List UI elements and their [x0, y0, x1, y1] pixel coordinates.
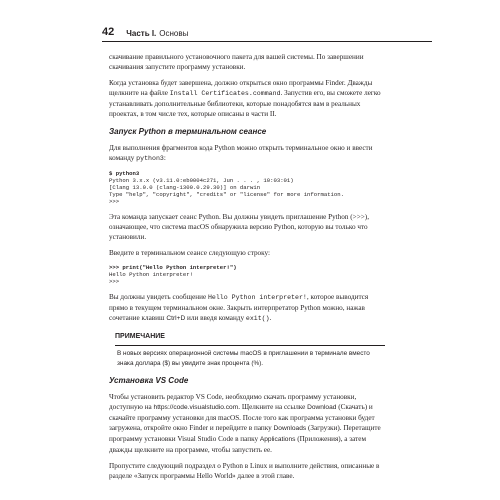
page-body	[109, 52, 385, 487]
part-title: Основы	[159, 29, 189, 38]
hello-message-code: Hello Python interpreter!	[207, 294, 307, 301]
note-box	[115, 332, 385, 368]
paragraph-2-text-b: . Запустив его, вы сможете легко устанавливать дополнительные библиотеки, которые понадобятся вам в реальных проектах, в том числе тех, которые описаны в части II.	[109, 89, 381, 118]
page-header	[102, 18, 432, 42]
paragraph-7-text-e: (Приложения), а затем дважды щелкните на программе, чтобы запустить ее.	[109, 435, 367, 454]
code-line: [Clang 13.0.0 (clang-1300.0.29.30)] on darwin	[109, 184, 261, 191]
code-line: >>>	[109, 278, 120, 285]
python3-code: python3	[136, 155, 164, 162]
keyboard-shortcut: Ctrl+D	[166, 315, 186, 322]
code-line: >>>	[109, 198, 120, 205]
paragraph-6-text-d: .	[269, 314, 272, 322]
code-line: Python 3.x.x (v3.11.0:eb0004c271, Jun . . . , 10:03:01)	[109, 177, 294, 184]
paragraph-2	[109, 78, 385, 119]
note-title: ПРИМЕЧАНИЕ	[115, 333, 165, 340]
heading-python-terminal: Запуск Python в терминальном сеансе	[109, 127, 267, 136]
paragraph-7-text-a: Чтобы установить редактор VS Code, необходимо скачать программу установки, доступную на	[109, 393, 357, 411]
paragraph-7-text-c: (Скачать) и скачайте программу установки для macOS. После того как программа установки будет загружена, откройте окно Finder и перейдите в папку	[109, 403, 375, 432]
paragraph-6-text-c: или введя команду	[185, 314, 246, 322]
paragraph-7-text-d: (Загрузки). Перетащите программу установки Visual Studio Code в папку	[109, 424, 381, 443]
paragraph-7-text-b: . Щелкните на ссылке	[238, 403, 308, 411]
paragraph-7	[109, 392, 385, 455]
code-line: >>> print("Hello Python interpreter!")	[109, 264, 237, 271]
note-body: В новых версиях операционной системы macOS в приглашении в терминале вместо знака доллара ($) вы увидите знак процента (%).	[115, 345, 385, 368]
code-line: Type "help", "copyright", "credits" or "license" for more information.	[109, 191, 344, 198]
downloads-folder-text: Downloads	[273, 425, 307, 432]
exit-code: exit()	[245, 315, 270, 322]
code-line: $ python3	[109, 170, 140, 177]
paragraph-4: Эта команда запускает сеанс Python. Вы должны увидеть приглашение Python (>>>), означающее, что система macOS обнаружила версию Python, которую вы только что установили.	[109, 213, 369, 241]
paragraph-6-text-b: , которое выводится прямо в текущем терминальном окне. Закрыть интерпретатор Python можно, нажав сочетание клавиш	[109, 293, 369, 322]
applications-folder-text: Applications	[259, 436, 296, 443]
paragraph-6	[109, 292, 385, 324]
page-number: 42	[102, 26, 115, 38]
paragraph-1: скачивание правильного установочного пакета для вашей системы. По завершении скачивания запустите программу установки.	[109, 53, 364, 71]
paragraph-3-text-a: Для выполнения фрагментов кода Python можно открыть терминальное окно и ввести команду	[109, 144, 373, 162]
code-block-hello	[109, 264, 385, 285]
heading-install-vscode: Установка VS Code	[109, 376, 189, 385]
code-block-python3	[109, 170, 385, 205]
paragraph-2-text-a: Когда установка будет завершена, должно открыться окно программы Finder. Дважды щелкните на файле	[109, 79, 373, 97]
code-line: Hello Python interpreter!	[109, 271, 193, 278]
paragraph-3-text-b: :	[163, 154, 166, 162]
paragraph-8: Пропустите следующий подраздел о Python в Linux и выполните действия, описанные в разделе «Запуск программы Hello World» далее в этой главе.	[109, 462, 380, 480]
paragraph-5: Введите в терминальном сеансе следующую строку:	[109, 249, 271, 257]
part-label: Часть I.	[126, 29, 157, 38]
download-link-text: Download	[307, 404, 337, 411]
paragraph-3	[109, 143, 385, 164]
install-certificates-code: Install Certificates.command	[169, 90, 281, 97]
paragraph-6-text-a: Вы должны увидеть сообщение	[109, 293, 208, 301]
vscode-url: https://code.visualstudio.com	[153, 404, 239, 411]
